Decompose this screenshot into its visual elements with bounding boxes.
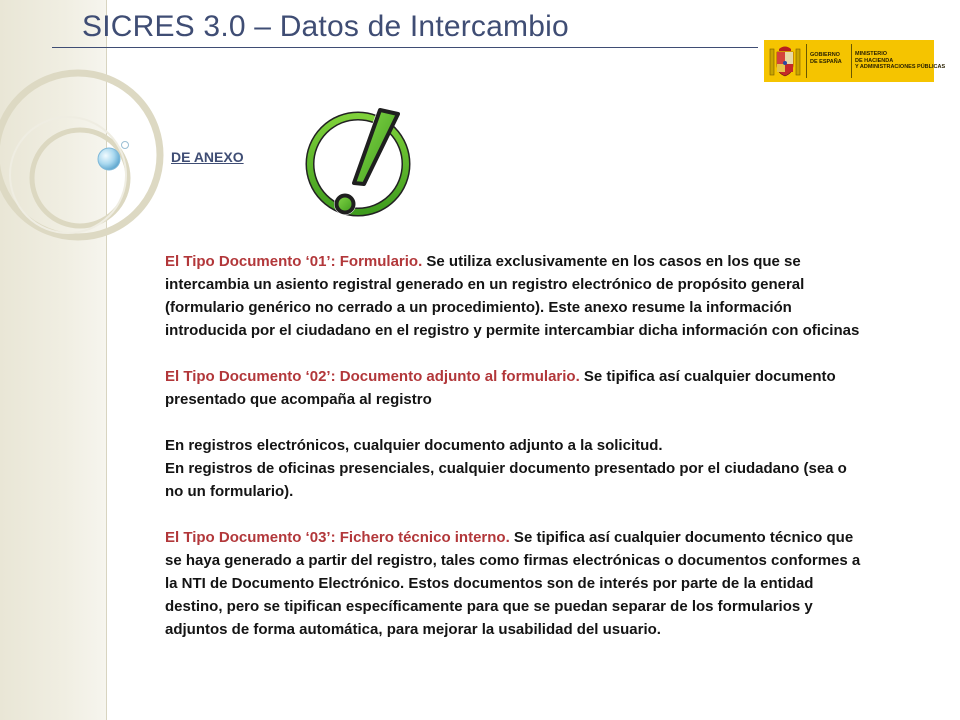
logo-government-text: GOBIERNO DE ESPAÑA <box>810 52 842 65</box>
title-underline <box>52 47 758 48</box>
section-link-de-anexo[interactable]: DE ANEXO <box>171 149 244 165</box>
logo-divider <box>806 44 807 78</box>
line-registros-electronicos: En registros electrónicos, cualquier documento adjunto a la solicitud. <box>165 437 663 454</box>
paragraph-formulario <box>165 250 865 342</box>
main-content <box>165 250 865 664</box>
paragraph-documento-adjunto <box>165 365 865 411</box>
text-documento-adjunto: Se tipifica así cualquier documento presentado que acompaña al registro <box>165 368 836 408</box>
lead-fichero-tecnico: El Tipo Documento ‘03’: Fichero técnico interno. <box>165 529 510 546</box>
text-fichero-tecnico: Se tipifica así cualquier documento técnico que se haya generado a partir del registro, tales como firmas electrónicas o documentos conformes a la NTI de Documento Electrónico. Estos documentos son de interés por parte de la entidad destino, pero se tipifican específicamente para que se puedan separar de los formularios y adjuntos de forma automática, para mejorar la usabilidad del usuario. <box>165 529 861 638</box>
logo-divider <box>851 44 852 78</box>
lead-formulario: El Tipo Documento ‘01’: Formulario. <box>165 253 423 270</box>
exclamation-icon <box>302 104 418 220</box>
government-logo <box>764 40 946 82</box>
lead-documento-adjunto: El Tipo Documento ‘02’: Documento adjunto al formulario. <box>165 368 580 385</box>
text-formulario: Se utiliza exclusivamente en los casos en los que se intercambia un asiento registral generado en un registro electrónico de propósito general (formulario genérico no cerrado a un procedimiento). Este anexo resume la información introducida por el ciudadano en el registro y permite intercambiar dicha información con oficinas <box>165 253 860 339</box>
page-title: SICRES 3.0 – Datos de Intercambio <box>82 10 569 43</box>
line-registros-oficinas: En registros de oficinas presenciales, cualquier documento presentado por el ciudadano (sea o no un formulario). <box>165 460 847 500</box>
paragraph-fichero-tecnico <box>165 526 865 641</box>
coat-of-arms-icon <box>768 43 802 79</box>
logo-ministry-text: MINISTERIO DE HACIENDA Y ADMINISTRACIONES PÚBLICAS <box>855 51 946 70</box>
